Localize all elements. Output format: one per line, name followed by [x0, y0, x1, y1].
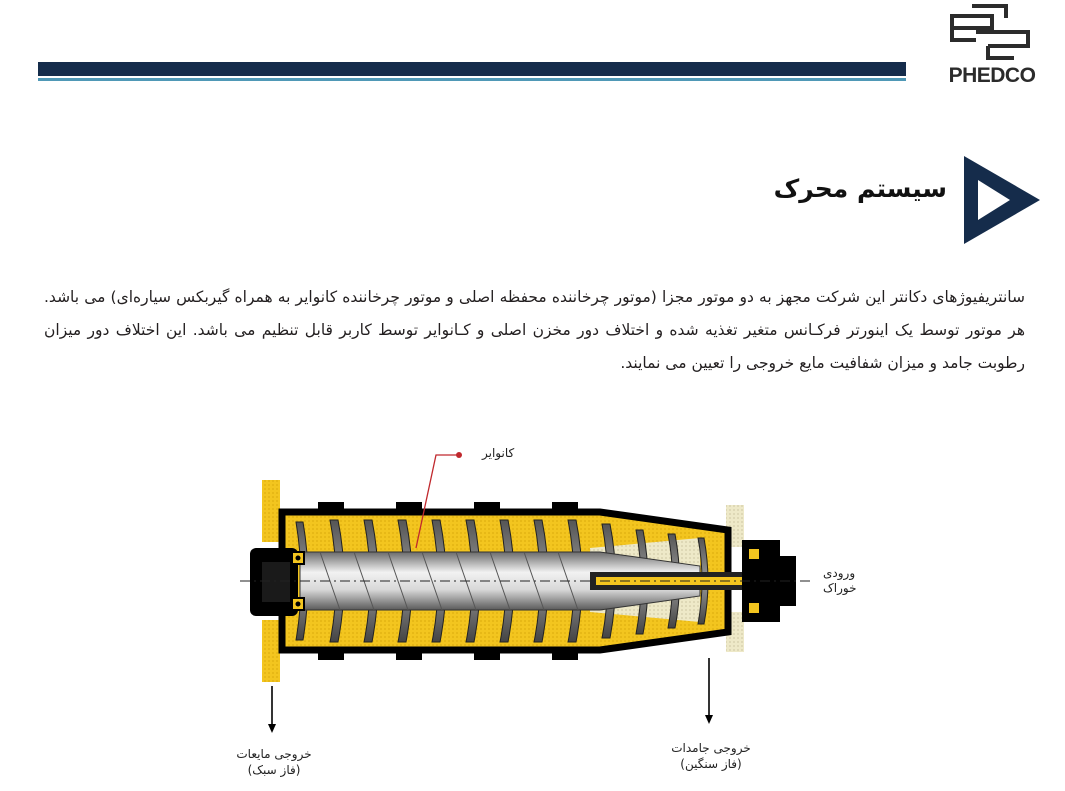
feed-inlet-label-line1: ورودی	[823, 566, 856, 580]
body-paragraph: سانتریفیوژهای دکانتر این شرکت مجهز به دو موتور مجزا (موتور چرخاننده محفظه اصلی و موتور چرخاننده کانوایر به همراه گیربکس سیاره‌ای) می باشد. هر موتور توسط یک اینورتر فرکـانس متغیر تغذیه شده و اختلاف دور مخزن اصلی و کـانوایر توسط کاربر قابل تنظیم می باشد. این اختلاف دور میزان رطوبت جامد و میزان شفافیت مایع خروجی را تعیین می نمایند.	[44, 288, 1025, 372]
liquid-end-plate-bottom	[262, 620, 280, 682]
drive-shaft-stub	[262, 562, 290, 602]
solids-outlet-arrow	[705, 658, 713, 724]
liquid-outlet-arrow	[268, 686, 276, 733]
feed-inlet-label-line2: خوراک	[823, 581, 857, 595]
conveyor-label: کانوایر	[482, 446, 515, 460]
solids-outlet-label-line1: خروجی جامدات	[671, 741, 751, 755]
liquid-outlet-label-line1: خروجی مایعات	[236, 747, 312, 761]
solids-outlet-label-line2: (فاز سنگین)	[680, 757, 742, 771]
liquid-end-plate-top	[262, 480, 280, 542]
section-title: سیستم محرک	[773, 174, 947, 203]
liquid-outlet-label-line2: (فاز سبک)	[247, 763, 301, 777]
logo-text: PHEDCO	[948, 64, 1036, 87]
